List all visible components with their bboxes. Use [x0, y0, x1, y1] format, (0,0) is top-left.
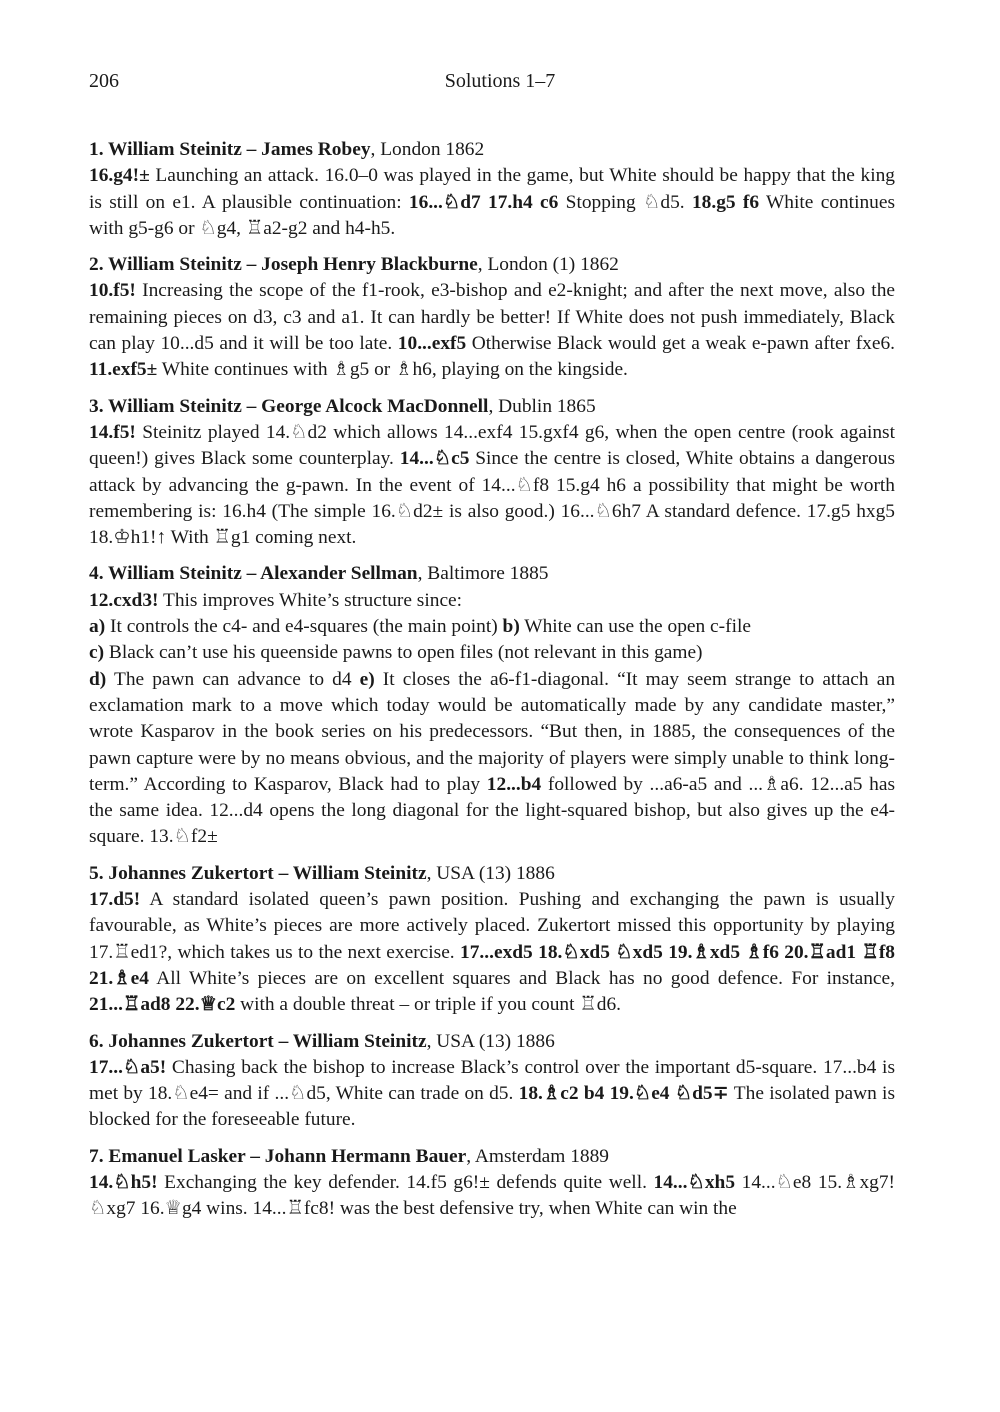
solution-heading — [89, 137, 895, 163]
annotation-paragraph — [89, 278, 895, 383]
game-players: 3. William Steinitz – George Alcock MacDonnell — [89, 395, 489, 417]
running-head: Solutions 1–7 — [444, 70, 556, 92]
move-notation: 18.g5 f6 — [691, 191, 760, 213]
commentary-text: Since the centre is closed, White obtains a dangerous attack by advancing the g-pawn. In the event of 14...♘f8 15.g4 h6 a possibility that might be worth remembering is: 16.h4 (The simple 16.♘d2± is also good.) 16...♘6h7 A standard defence. 17.g5 hxg5 18.♔h1!↑ With ♖g1 coming next. — [89, 448, 895, 549]
commentary-text: This improves White’s structure since: — [158, 589, 463, 611]
commentary-text: followed by ...a6-a5 and ...♗a6. 12...a5 has the same idea. 12...d4 opens the long diagonal for the light-squared bishop, but also gives up the e4-square. 13.♘f2± — [89, 773, 895, 848]
commentary-text: Otherwise Black would get a weak e-pawn after fxe6. — [466, 333, 895, 355]
move-notation: 10...exf5 — [397, 333, 467, 355]
move-notation: 11.exf5± — [89, 359, 158, 381]
annotation-paragraph — [89, 1055, 895, 1134]
annotation-paragraph — [89, 640, 895, 666]
game-players: 1. William Steinitz – James Robey — [89, 139, 371, 160]
solution-heading — [89, 252, 895, 278]
commentary-text: White can use the open c-file — [519, 616, 751, 638]
solution-heading — [89, 1029, 895, 1055]
annotation-paragraph — [89, 588, 895, 614]
move-notation: 18.♗c2 b4 19.♘e4 ♘d5∓ — [518, 1083, 729, 1105]
annotation-paragraph — [89, 163, 895, 242]
annotation-paragraph — [89, 1170, 895, 1223]
game-event: , London 1862 — [370, 139, 485, 160]
game-event: , London (1) 1862 — [477, 254, 619, 276]
commentary-text: A standard isolated queen’s pawn position. Pushing and exchanging the pawn is usually favourable, as White’s pieces are more actively placed. Zukertort missed this opportunity by playing 17.♖ed1?, which takes us to the next exercise. — [89, 889, 895, 963]
annotation-paragraph — [89, 420, 895, 551]
move-notation: 21...♖ad8 22.♕c2 — [89, 994, 236, 1016]
solution-5 — [89, 861, 895, 1019]
move-notation: a) — [89, 616, 106, 638]
move-notation: 16.g4!± — [89, 165, 150, 187]
commentary-text: Steinitz played 14.♘d2 which allows 14...exf4 15.gxf4 g6, when the open centre (rook against queen!) gives Black some counterplay. — [89, 421, 895, 470]
move-notation: 14...♘xh5 — [653, 1171, 736, 1193]
commentary-text: Exchanging the key defender. 14.f5 g6!± defends quite well. — [157, 1171, 654, 1193]
move-notation: 12.cxd3! — [89, 589, 159, 611]
commentary-text: 14...♘e8 15.♗xg7! ♘xg7 16.♕g4 wins. 14...♖fc8! was the best defensive try, when White can win the — [89, 1171, 895, 1220]
solution-3 — [89, 394, 895, 552]
commentary-text: White continues with ♗g5 or ♗h6, playing on the kingside. — [157, 359, 628, 381]
commentary-text: Increasing the scope of the f1-rook, e3-bishop and e2-knight; and after the next move, also the remaining pieces on d3, c3 and a1. It can hardly be better! If White does not push immediately, Black can play 10...d5 and it will be too late. — [89, 280, 895, 355]
commentary-text: The isolated pawn is blocked for the foreseeable future. — [89, 1083, 895, 1131]
annotation-paragraph — [89, 887, 895, 1018]
move-notation: 14.f5! — [89, 421, 136, 443]
commentary-text: Black can’t use his queenside pawns to open files (not relevant in this game) — [104, 642, 703, 664]
game-event: , Dublin 1865 — [488, 395, 596, 417]
move-notation: 17.d5! — [89, 889, 141, 911]
commentary-text: Launching an attack. 16.0–0 was played in the game, but White should be happy that the king is still on e1. A plausible continuation: — [89, 165, 895, 213]
commentary-text: All White’s pieces are on excellent squares and Black has no good defence. For instance, — [148, 967, 895, 989]
solution-2 — [89, 252, 895, 383]
move-notation: 16...♘d7 17.h4 c6 — [408, 191, 559, 213]
move-notation: 14...♘c5 — [399, 448, 470, 470]
move-notation: 17...♘a5! — [89, 1056, 167, 1078]
solution-1 — [89, 137, 895, 242]
solution-6 — [89, 1029, 895, 1134]
solution-heading — [89, 1144, 895, 1170]
commentary-text: The pawn can advance to d4 — [106, 668, 360, 690]
game-players: 5. Johannes Zukertort – William Steinitz — [89, 862, 427, 884]
solution-7 — [89, 1144, 895, 1223]
game-event: , USA (13) 1886 — [426, 1030, 555, 1052]
move-notation: 12...b4 — [486, 773, 542, 795]
move-notation: d) — [89, 668, 107, 690]
commentary-text: Stopping ♘d5. — [558, 191, 692, 213]
commentary-text: It controls the c4- and e4-squares (the main point) — [105, 616, 503, 638]
move-notation: 17...exd5 18.♘xd5 ♘xd5 19.♗xd5 ♗f6 20.♖ad1 ♖f8 21.♗e4 — [89, 941, 895, 989]
game-players: 6. Johannes Zukertort – William Steinitz — [89, 1030, 427, 1052]
solution-4 — [89, 561, 895, 850]
game-event: , Baltimore 1885 — [417, 563, 549, 585]
commentary-text: Chasing back the bishop to increase Black’s control over the important d5-square. 17...b4 is met by 18.♘e4= and if ...♘d5, White can trade on d5. — [89, 1056, 895, 1105]
game-event: , Amsterdam 1889 — [466, 1145, 609, 1167]
move-notation: e) — [359, 668, 375, 690]
move-notation: c) — [89, 642, 105, 664]
annotation-paragraph — [89, 614, 895, 640]
commentary-text: White continues with g5-g6 or ♘g4, ♖a2-g2 and h4-h5. — [89, 191, 896, 239]
game-event: , USA (13) 1886 — [426, 862, 555, 884]
game-players: 7. Emanuel Lasker – Johann Hermann Bauer — [89, 1145, 467, 1167]
commentary-text: It closes the a6-f1-diagonal. “It may seem strange to attach an exclamation mark to a move which today would be automatically made by any candidate master,” wrote Kasparov in the book series on his predecessors. “But then, in 1885, the consequences of the pawn capture were by no means obvious, and the majority of players were simply unable to think long-term.” According to Kasparov, Black had to play — [89, 668, 896, 795]
page-number: 206 — [89, 70, 119, 92]
commentary-text: with a double threat – or triple if you count ♖d6. — [235, 994, 621, 1016]
solution-heading — [89, 561, 895, 587]
move-notation: 10.f5! — [89, 280, 136, 302]
solution-heading — [89, 394, 895, 420]
move-notation: b) — [502, 616, 520, 638]
move-notation: 14.♘h5! — [89, 1171, 158, 1193]
game-players: 2. William Steinitz – Joseph Henry Blackburne — [89, 254, 478, 276]
annotation-paragraph — [89, 667, 895, 851]
solutions-content — [89, 137, 895, 1233]
game-players: 4. William Steinitz – Alexander Sellman — [89, 563, 418, 585]
solution-heading — [89, 861, 895, 887]
